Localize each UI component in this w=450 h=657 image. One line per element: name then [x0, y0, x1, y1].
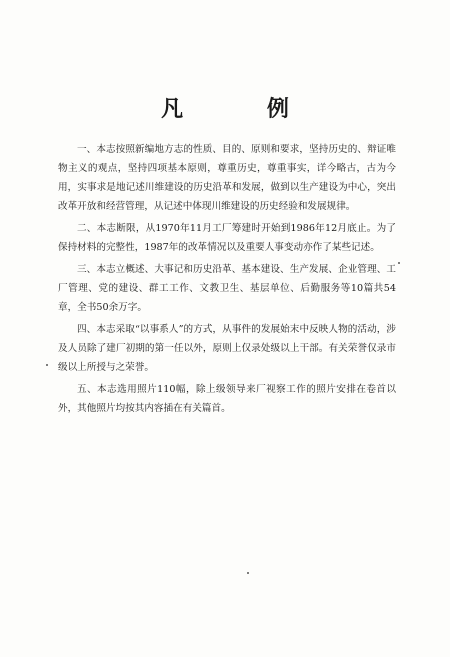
- page-title: 凡 例: [161, 96, 327, 122]
- document-body: [58, 140, 396, 421]
- paragraph-4: 四、本志采取“以事系人”的方式，从事件的发展始末中反映人物的活动，涉及人员除了建厂初期的第一任以外，原则上仅录处级以上干部。有关荣誉仅录市级以上所授与之荣誉。: [58, 324, 396, 373]
- scan-speck: [247, 572, 249, 574]
- scan-speck: [398, 262, 400, 264]
- paragraph-5: 五、本志选用照片110幅，除上级领导来厂视察工作的照片安排在卷首以外，其他照片均按其内容插在有关篇首。: [58, 384, 396, 414]
- paragraph-1: 一、本志按照新编地方志的性质、目的、原则和要求，坚持历史的、辩证唯物主义的观点，坚持四项基本原则，尊重历史，尊重事实，详今略古，古为今用，实事求是地记述川维建设的历史沿革和发展，做到以生产建设为中心，突出改革开放和经营管理，从记述中体现川维建设的历史经验和发展规律。: [58, 144, 396, 212]
- paragraph-3: 三、本志立概述、大事记和历史沿革、基本建设、生产发展、企业管理、工厂管理、党的建设、群工工作、文教卫生、基层单位、后勤服务等10篇共54章，全书50余万字。: [58, 264, 396, 313]
- scan-speck: [46, 364, 48, 366]
- paragraph-2: 二、本志断限，从1970年11月工厂筹建时开始到1986年12月底止。为了保持材料的完整性，1987年的改革情况以及重要人事变动亦作了某些记述。: [58, 223, 396, 253]
